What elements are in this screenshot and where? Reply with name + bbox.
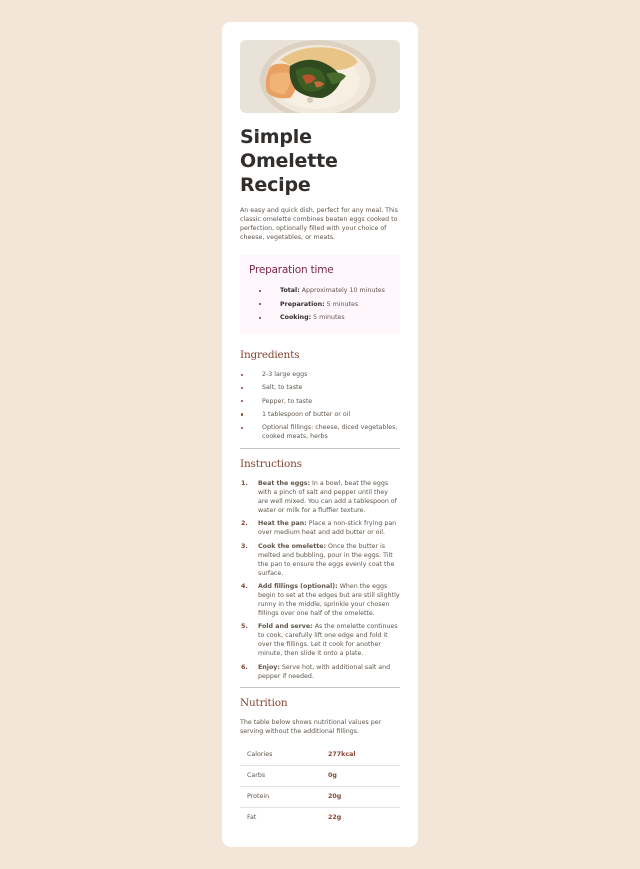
step-label: Fold and serve: [258,623,313,631]
nutrition-heading: Nutrition [240,696,288,709]
step-label: Heat the pan: [258,520,307,528]
table-row [240,745,400,766]
preparation-item [249,311,391,325]
ingredient-item: 1 tablespoon of butter or oil [240,410,400,419]
step-label: Beat the eggs: [258,480,311,488]
table-row [240,786,400,807]
table-row [240,765,400,786]
instructions-list [240,479,400,680]
ingredients-list [240,370,400,441]
step-text: Serve hot, with additional salt and pepper if needed. [258,663,391,680]
step-label: Enjoy: [258,663,280,671]
omelette-photo [240,40,400,113]
ingredients-heading: Ingredients [240,349,300,361]
instruction-step [240,582,400,618]
preparation-item-label: Cooking: [280,314,312,321]
preparation-heading: Preparation time [249,264,334,276]
step-label: Add fillings (optional): [258,583,338,591]
ingredient-item: Pepper, to taste [240,397,400,406]
nutrition-value: 0g [328,765,400,786]
instruction-step [240,479,400,515]
preparation-item-value: 5 minutes [313,314,345,321]
step-number: 6. [241,663,248,671]
step-text: As the omelette continues to cook, carefully lift one edge and fold it over the fillings. Let it cook for another minute, then slide it onto a plate. [258,623,398,658]
nutrition-value: 20g [328,786,400,807]
nutrition-label: Fat [247,814,257,822]
nutrition-table [240,745,400,828]
nutrition-label: Calories [240,745,328,766]
preparation-item-label: Preparation: [280,300,325,308]
step-number: 4. [241,583,248,591]
preparation-item-value: Approximately 10 minutes [301,287,385,294]
instruction-step [240,663,400,681]
preparation-item-label: Total: [280,287,300,294]
preparation-list [249,284,391,325]
step-number: 3. [241,542,248,550]
preparation-item [249,298,391,312]
step-label: Cook the omelette: [258,542,327,550]
nutrition-value: 277kcal [328,745,400,766]
section-divider [240,448,400,449]
preparation-item-value: 5 minutes [326,300,359,308]
step-number: 2. [241,520,248,528]
instruction-step [240,622,400,658]
step-text: When the eggs begin to set at the edges but are still slightly runny in the middle, sprinkle your chosen fillings over one half of the omelette. [258,583,400,618]
nutrition-value: 22g [328,814,342,822]
recipe-card [222,22,418,847]
section-divider [240,687,400,688]
table-row [240,807,400,828]
step-text: In a bowl, beat the eggs with a pinch of salt and pepper until they are well mixed. You can add a tablespoon of water or milk for a fluffier texture. [258,480,397,515]
step-number: 1. [241,480,248,488]
ingredient-item: Salt, to taste [240,383,400,392]
nutrition-label: Carbs [240,765,328,786]
ingredient-item: 2-3 large eggs [240,370,400,379]
instruction-step [240,542,400,578]
preparation-box [240,255,400,334]
preparation-item [249,284,391,298]
step-number: 5. [241,623,248,631]
nutrition-label: Protein [240,786,328,807]
step-text: Place a non-stick frying pan over medium heat and add butter or oil. [258,520,397,537]
ingredient-item: Optional fillings: cheese, diced vegetables, cooked meats, herbs [240,423,400,441]
step-text: Once the butter is melted and bubbling, pour in the eggs. Tilt the pan to ensure the eggs evenly coat the surface. [258,542,395,577]
nutrition-intro: The table below shows nutritional values per serving without the additional fillings. [240,718,382,735]
instruction-step [240,519,400,537]
recipe-intro: An easy and quick dish, perfect for any meal. This classic omelette combines beaten eggs cooked to perfection, optionally filled with your choice of cheese, vegetables, or meats. [240,207,398,241]
instructions-heading: Instructions [240,458,302,471]
recipe-title: Simple Omelette Recipe [240,126,338,196]
